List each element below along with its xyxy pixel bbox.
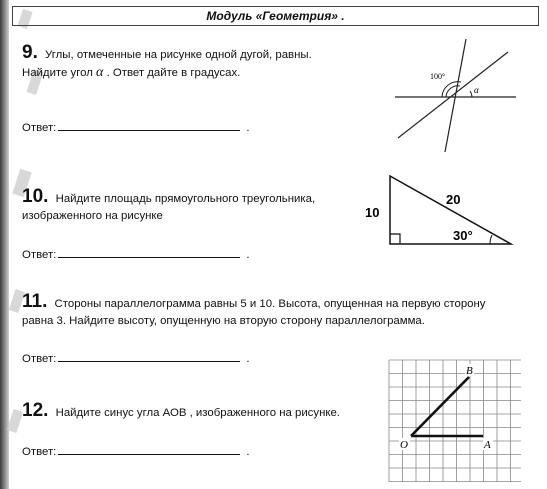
answer-dot: . xyxy=(246,353,250,365)
task-text-line-2: изображенного на рисунке xyxy=(22,210,163,222)
leg-label: 10 xyxy=(365,205,380,220)
answer-field-10[interactable] xyxy=(22,246,250,261)
answer-label: Ответ: xyxy=(22,122,57,134)
angle-arc-30 xyxy=(490,235,492,244)
angle-label-30: 30° xyxy=(453,228,473,243)
right-angle-mark xyxy=(390,234,400,244)
task-text-line-2: Найдите угол xyxy=(22,67,93,79)
task-12 xyxy=(22,402,372,422)
answer-field-9[interactable] xyxy=(22,119,250,134)
grid-figure xyxy=(385,356,525,486)
task-number: 11. xyxy=(22,291,48,312)
task-text-line-1: Найдите площадь прямоугольного треугольника, xyxy=(55,193,316,205)
point-label-b: B xyxy=(466,365,473,377)
angle-label-100: 100° xyxy=(430,72,446,81)
answer-dot: . xyxy=(246,122,250,134)
answer-label: Ответ: xyxy=(22,353,57,365)
point-label-a: A xyxy=(484,439,491,451)
task-11 xyxy=(22,293,537,330)
answer-line[interactable] xyxy=(58,350,240,362)
grid-lines xyxy=(389,360,521,482)
answer-label: Ответ: xyxy=(22,446,57,458)
answer-line[interactable] xyxy=(58,119,240,131)
answer-field-12[interactable] xyxy=(22,443,250,458)
right-triangle xyxy=(390,176,511,244)
steep-line xyxy=(445,39,466,152)
task-number: 10. xyxy=(22,186,49,207)
angle-arc-alpha xyxy=(470,91,472,97)
task-number: 12. xyxy=(22,400,49,421)
diagonal-line xyxy=(398,52,508,138)
task-number: 9. xyxy=(22,42,38,63)
answer-label: Ответ: xyxy=(22,249,57,261)
answer-dot: . xyxy=(246,249,250,261)
answer-line[interactable] xyxy=(58,246,240,258)
alpha-symbol: α xyxy=(96,65,104,80)
answer-dot: . xyxy=(246,446,250,458)
answer-line[interactable] xyxy=(58,443,240,455)
angles-figure xyxy=(390,36,520,156)
task-text-line-1: Углы, отмеченные на рисунке одной дугой, равны. xyxy=(45,49,312,61)
point-label-o: O xyxy=(400,439,408,451)
answer-field-11[interactable] xyxy=(22,350,250,365)
task-text-tail: . Ответ дайте в градусах. xyxy=(106,67,241,79)
task-text-line-2: равна 3. Найдите высоту, опущенную на вторую сторону параллелограмма. xyxy=(22,315,425,327)
module-header xyxy=(12,6,539,26)
alpha-label: α xyxy=(474,85,479,95)
task-9 xyxy=(22,44,382,82)
task-10 xyxy=(22,188,352,225)
module-title: Модуль «Геометрия» . xyxy=(206,9,345,23)
triangle-figure xyxy=(362,168,522,252)
hypotenuse-label: 20 xyxy=(446,192,461,207)
task-text-line-1: Стороны параллелограмма равны 5 и 10. Высота, опущенная на первую сторону xyxy=(54,298,486,310)
task-text-line-1: Найдите синус угла АОВ , изображенного на рисунке. xyxy=(55,407,340,419)
